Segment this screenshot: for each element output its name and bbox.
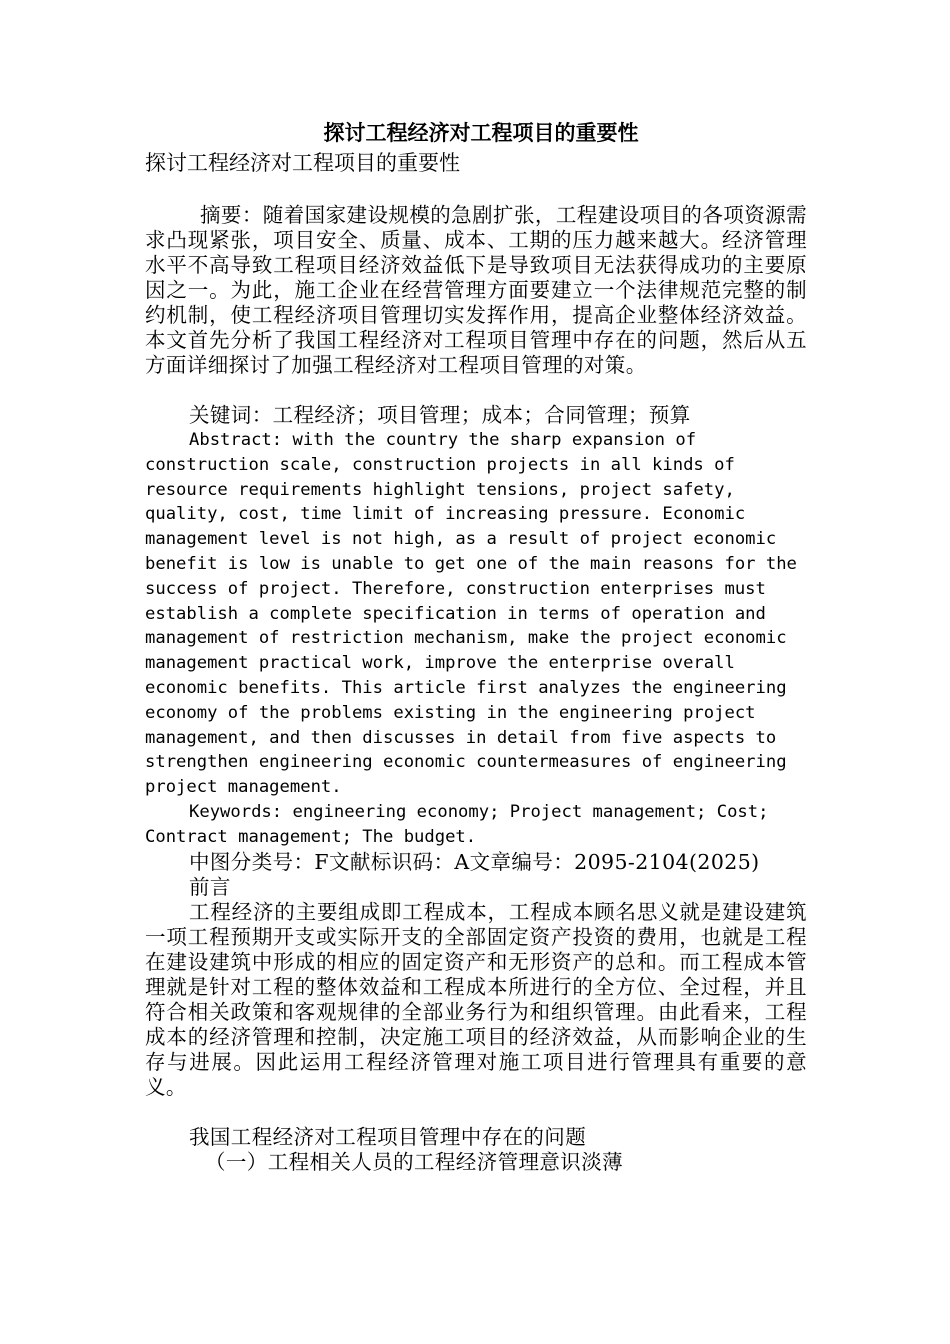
subsection-heading: （一）工程相关人员的工程经济管理意识淡薄	[205, 1149, 623, 1174]
document-page	[145, 118, 807, 1175]
section-heading: 我国工程经济对工程项目管理中存在的问题	[189, 1124, 587, 1149]
spacer	[145, 1100, 807, 1125]
spacer	[145, 378, 807, 403]
document-title: 探讨工程经济对工程项目的重要性	[323, 120, 639, 145]
preface-body: 工程经济的主要组成即工程成本，工程成本顾名思义就是建设建筑一项工程预期开支或实际开支的全部固定资产投资的费用，也就是工程在建设建筑中形成的相应的固定资产和无形资产的总和。而工程成本管理就是针对工程的整体效益和工程成本所进行的全方位、全过程，并且符合相关政策和客观规律的全部业务行为和组织管理。由此看来，工程成本的经济管理和控制，决定施工项目的经济效益，从而影响企业的生存与进展。因此运用工程经济管理对施工项目进行管理具有重要的意义。	[145, 899, 807, 1099]
keywords-zh: 关键词：工程经济；项目管理；成本；合同管理；预算	[189, 403, 691, 427]
keywords-en: Keywords: engineering economy; Project management; Cost; Contract management; The budget.	[145, 801, 779, 847]
abstract-en: Abstract: with the country the sharp expansion of construction scale, construction projects in all kinds of resource requirements highlight tensions, project safety, quality, cost, time limit of increasing pressure. Economic management level is not high, as a result of project economic benefit is low is unable to get one of the main reasons for the success of project. Therefore, construction enterprises must establish a complete specification in terms of operation and management of restriction mechanism, make the project economic management practical work, improve the enterprise overall economic benefits. This article first analyzes the engineering economy of the problems existing in the engineering project management, and then discusses in detail from five aspects to strengthen engineering economic countermeasures of engineering project management.	[145, 430, 808, 798]
abstract-zh: 摘要：随着国家建设规模的急剧扩张，工程建设项目的各项资源需求凸现紧张，项目安全、质量、成本、工期的压力越来越大。经济管理水平不高导致工程项目经济效益低下是导致项目无法获得成功的主要原因之一。为此，施工企业在经营管理方面要建立一个法律规范完整的制约机制，使工程经济项目管理切实发挥作用，提高企业整体经济效益。本文首先分析了我国工程经济对工程项目管理中存在的问题，然后从五方面详细探讨了加强工程经济对工程项目管理的对策。	[145, 203, 807, 377]
document-subtitle: 探讨工程经济对工程项目的重要性	[145, 151, 460, 175]
classification-line: 中图分类号：F文献标识码：A文章编号：2095-2104(2025)	[189, 849, 760, 874]
preface-heading: 前言	[189, 874, 231, 899]
